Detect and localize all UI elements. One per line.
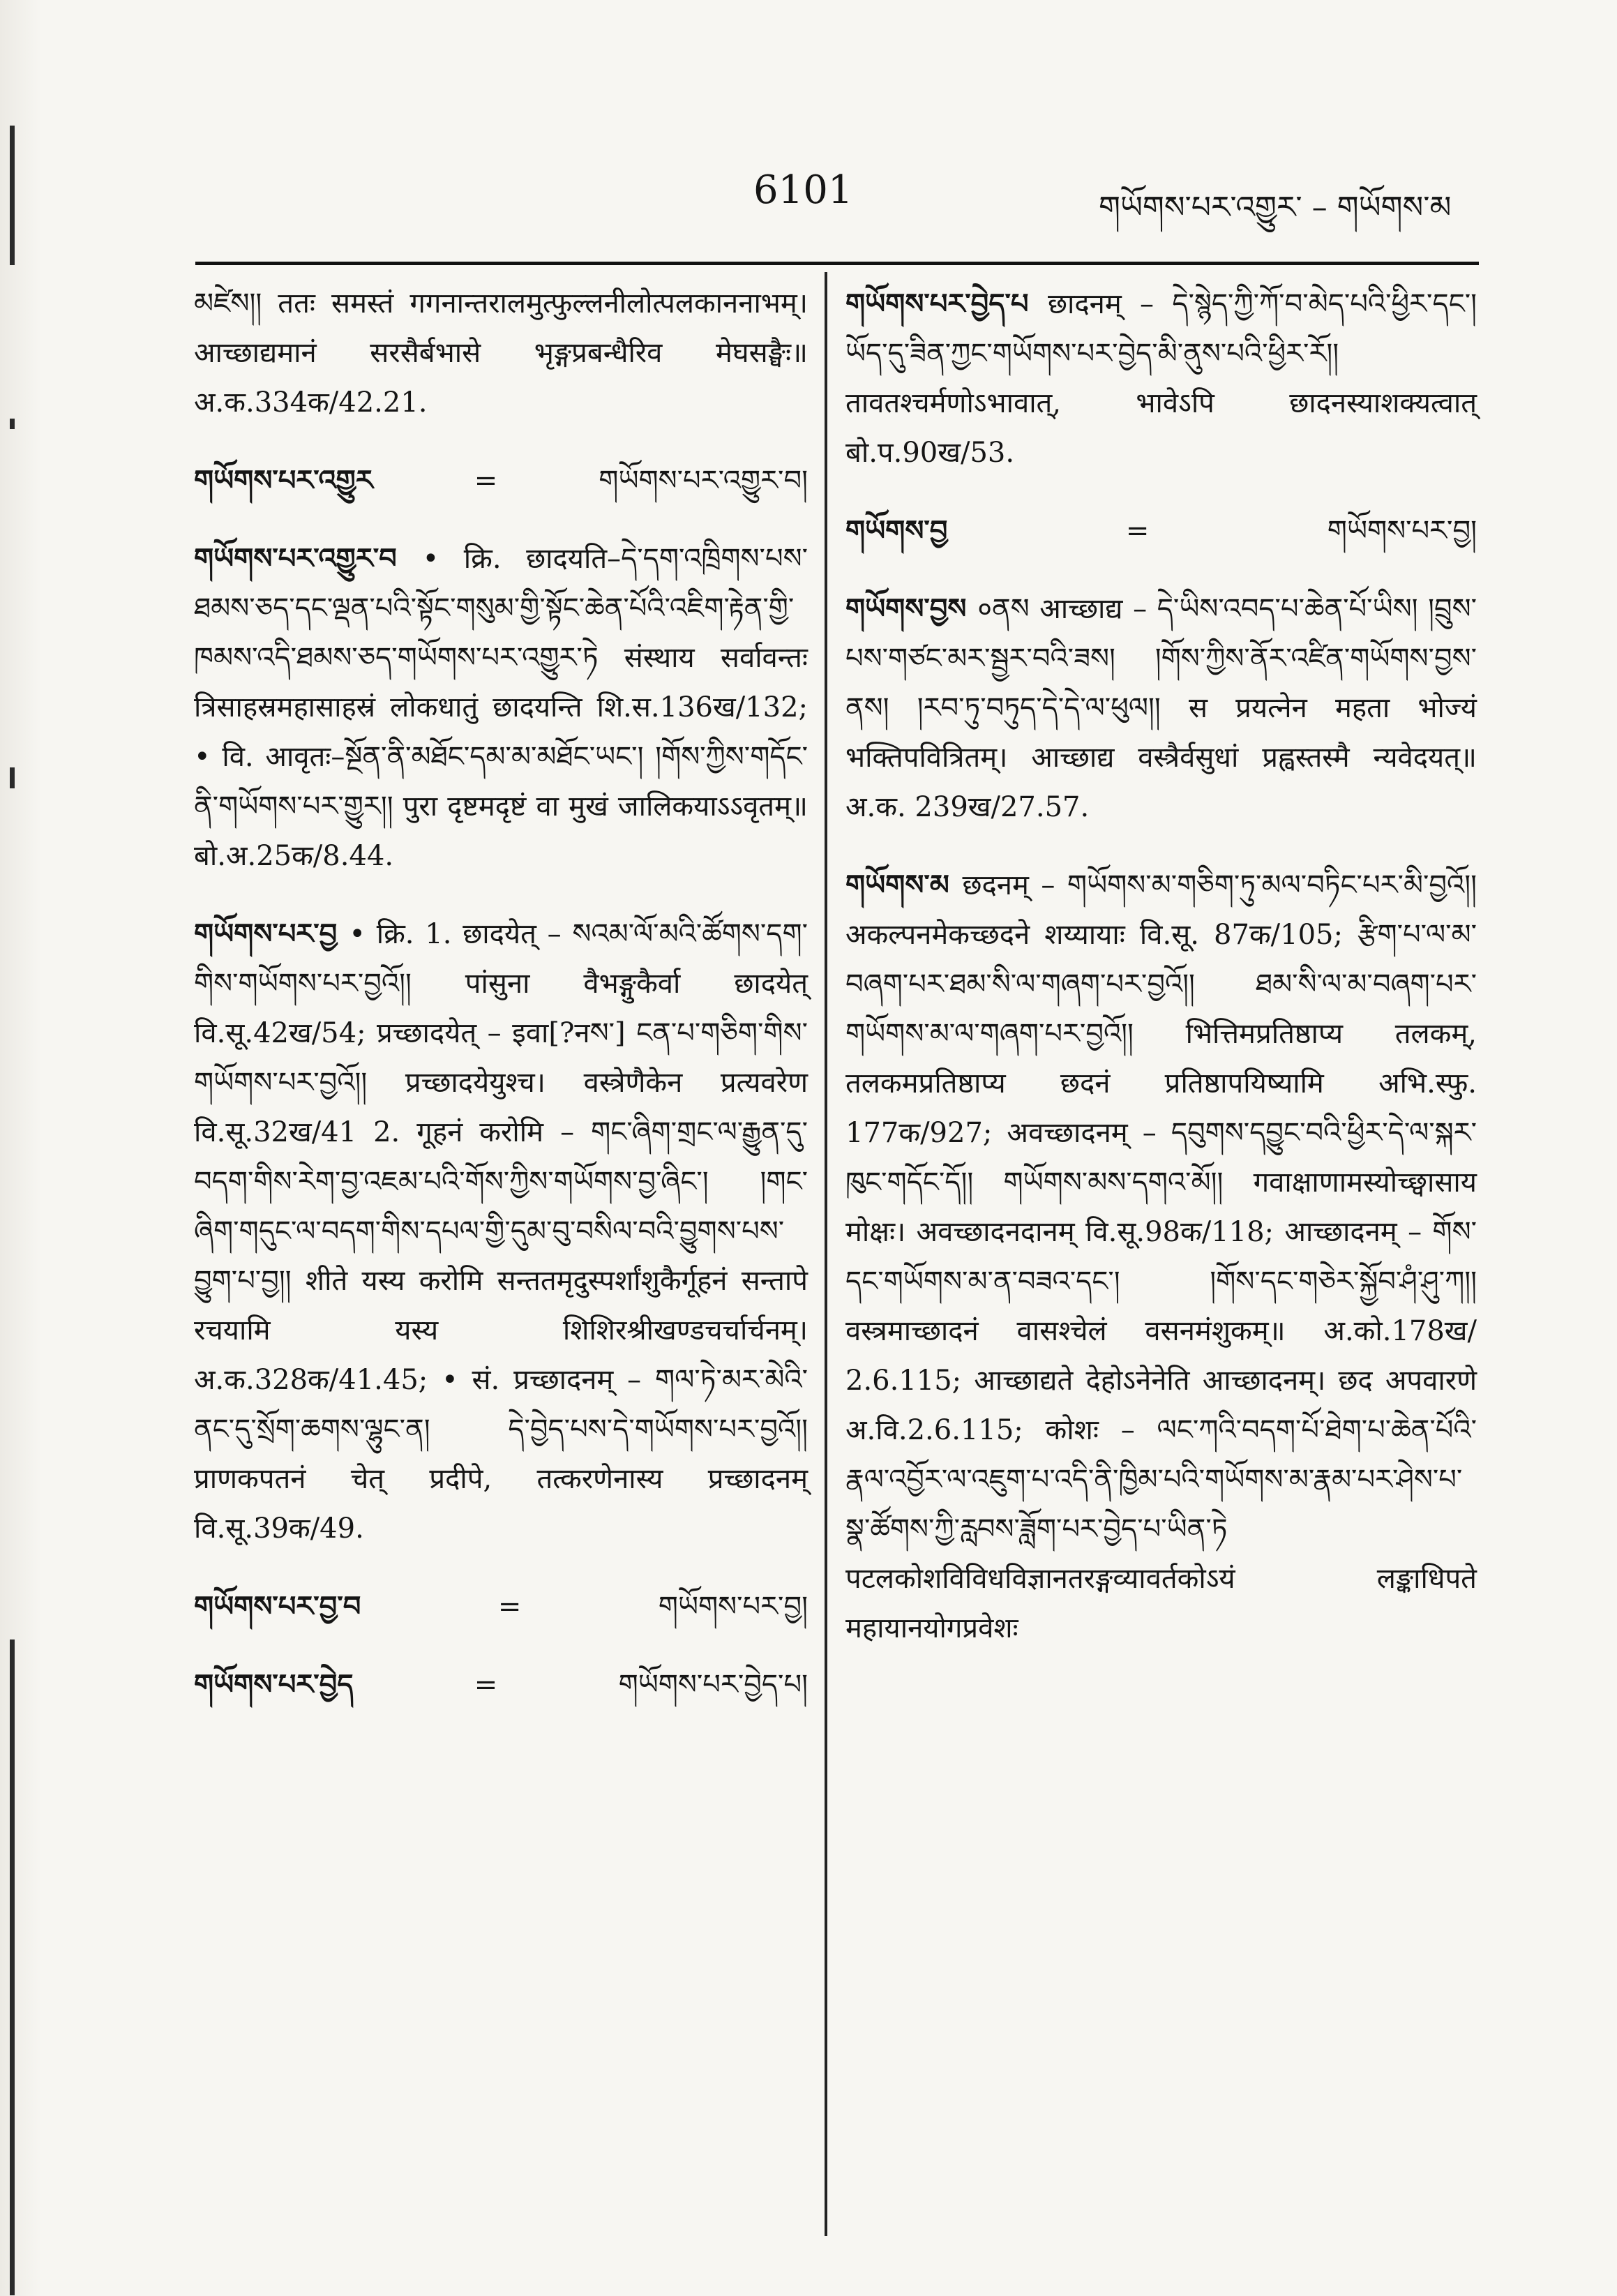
equals-sign: = xyxy=(474,1669,498,1701)
entry-body: ०ནས आच्छाद्य – དེ་ཡིས་འབད་པ་ཆེན་པོ་ཡིས། །བྲུས་པས་གཙང་མར་སྦྱར་བའི་ཟས། །གོས་ཀྱིས་ནོར་འཛིན་གཡོགས་བྱས་ནས། །རབ་ཏུ་བཏུད་དེ་དེ་ལ་ཕུལ།། स प्रयत्नेन महता भोज्यं भक्तिपवित्रितम्। आच्छाद्य वस्त्रैर्वसुधां प्रह्वस्तस्मै न्यवेदयत्॥ अ.क. 239ख/27.57. xyxy=(845,593,1477,823)
cross-reference-entry xyxy=(194,456,808,506)
equals-sign: = xyxy=(1125,515,1150,547)
page-number: 6101 xyxy=(753,167,853,213)
dictionary-entry xyxy=(845,860,1477,1653)
entry-body: छादनम् – དེ་སྙེད་ཀྱི་ཀོ་བ་མེད་པའི་ཕྱིར་དང་། ཡོད་དུ་ཟིན་ཀྱང་གཡོགས་པར་བྱེད་མི་ནུས་པའི་ཕྱིར་རོ།། तावतश्चर्मणोऽभावात्, भावेऽपि छादनस्याशक्यत्वात् बो.प.90ख/53. xyxy=(845,288,1477,469)
running-header: གཡོགས་པར་འགྱུར་ – གཡོགས་མ xyxy=(1099,190,1452,225)
headword: གཡོགས་བྱ xyxy=(845,514,948,547)
scan-edge xyxy=(0,0,42,2296)
headword: གཡོགས་པར་བྱ xyxy=(194,917,349,950)
dictionary-entry xyxy=(845,279,1477,478)
headword: གཡོགས་བྱས xyxy=(845,592,978,625)
cross-reference-target: གཡོགས་པར་བྱེད་པ། xyxy=(618,1669,808,1701)
dictionary-entry xyxy=(845,584,1477,832)
header-rule xyxy=(195,262,1479,265)
entry-body: • क्रि. 1. छादयेत् – སའམ་ལོ་མའི་ཚོགས་དག་གིས་གཡོགས་པར་བྱའོ།། पांसुना वैभङ्गुकैर्वा छादयेत् वि.सू.42ख/54; प्रच्छादयेत् – इवा[?नས་] ངན་པ་གཅིག་གིས་གཡོགས་པར་བྱའོ།། प्रच्छादयेयुश्च। वस्त्रेणैकेन प्रत्यवरेण वि.सू.32ख/41 2. गूहनं करोमि – གང་ཞིག་གྲང་ལ་རྒྱུན་དུ་བདག་གིས་རེག་བྱ་འཇམ་པའི་གོས་ཀྱིས་གཡོགས་བྱ་ཞིང་། །གང་ཞིག་གདུང་ལ་བདག་གིས་དཔལ་གྱི་དུམ་བུ་བསིལ་བའི་བྱུགས་པས་བྱུག་པ་བྱ།། शीते यस्य करोमि सन्ततमृदुस्पर्शांशुकैर्गूहनं सन्तापे रचयामि यस्य शिशिरश्रीखण्डचर्चार्चनम्। अ.क.328क/41.45; • सं. प्रच्छादनम् – གལ་ཏེ་མར་མེའི་ནང་དུ་སྲོག་ཆགས་ལྷུང་ན། དེ་བྱེད་པས་དེ་གཡོགས་པར་བྱའོ།། प्राणकपतनं चेत् प्रदीपे, तत्करणेनास्य प्रच्छादनम् वि.सू.39क/49. xyxy=(194,918,808,1545)
headword: གཡོགས་པར་བྱེད་པ xyxy=(845,287,1048,320)
cross-reference-target: གཡོགས་པར་འགྱུར་བ། xyxy=(599,465,808,497)
column-divider xyxy=(825,272,827,2236)
binding-mark xyxy=(10,419,15,429)
cross-reference-entry xyxy=(845,506,1477,556)
continuation-text xyxy=(194,279,808,428)
left-column xyxy=(194,279,808,1738)
binding-mark xyxy=(10,126,15,265)
cross-reference-target: གཡོགས་པར་བྱ། xyxy=(1327,515,1477,547)
dictionary-entry xyxy=(194,909,808,1554)
headword: གཡོགས་པར་འགྱུར xyxy=(194,464,373,497)
binding-mark xyxy=(10,1640,15,2295)
cross-reference-entry xyxy=(194,1660,808,1710)
headword: གཡོགས་པར་བྱེད xyxy=(194,1668,354,1701)
binding-mark xyxy=(10,767,15,788)
entry-body: छदनम् – གཡོགས་མ་གཅིག་ཏུ་མལ་བཏིང་པར་མི་བྱའོ།། अकल्पनमेकच्छदने शय्यायाः वि.सू. 87क/105; རྩིག་པ་ལ་མ་བཞག་པར་ཐམ་སི་ལ་གཞག་པར་བྱའོ།། ཐམ་སི་ལ་མ་བཞག་པར་གཡོགས་མ་ལ་གཞག་པར་བྱའོ།། भित्तिमप्रतिष्ठाप्य तलकम्, तलकमप्रतिष्ठाप्य छदनं प्रतिष्ठापयिष्यामि अभि.स्फु. 177क/927; अवच्छादनम् – དབུགས་དབྱུང་བའི་ཕྱིར་དེ་ལ་སྐར་ཁུང་གདོང་དོ།། གཡོགས་མས་དགའ་མོ།། गवाक्षाणामस्योच्छ्वासाय मोक्षः। अवच्छादनदानम् वि.सू.98क/118; आच्छादनम् – གོས་དང་གཡོགས་མ་ན་བཟའ་དང་། །གོས་དང་གཅེར་སྐྱོབ་ཤཾ་ཤུ་ཀ།། वस्त्रमाच्छादनं वासश्चेलं वसनमंशुकम्॥ अ.को.178ख/ 2.6.115; आच्छाद्यते देहोऽनेनेति आच्छादनम्। छद अपवारणे अ.वि.2.6.115; कोशः – ལང་ཀའི་བདག་པོ་ཐེག་པ་ཆེན་པོའི་རྣལ་འབྱོར་ལ་འཇུག་པ་འདི་ནི་ཁྱིམ་པའི་གཡོགས་མ་རྣམ་པར་ཤེས་པ་སྣ་ཚོགས་ཀྱི་རླབས་ཟློག་པར་བྱེད་པ་ཡིན་ཏེ पटलकोशविविधविज्ञानतरङ्गव्यावर्तकोऽयं लङ्काधिपते महायानयोगप्रवेशः xyxy=(845,869,1477,1644)
cross-reference-entry xyxy=(194,1582,808,1632)
dictionary-entry xyxy=(194,534,808,881)
equals-sign: = xyxy=(474,465,498,497)
cross-reference-target: གཡོགས་པར་བྱ། xyxy=(658,1591,808,1623)
entry-body: མཛེས།། ततः समस्तं गगनान्तरालमुत्फुल्लनीलोत्पलकाननाभम्। आच्छाद्यमानं सरसैर्बभासे भृङ्गप्रबन्धैरिव मेघसङ्घैः॥ अ.क.334क/42.21. xyxy=(194,287,808,419)
equals-sign: = xyxy=(497,1591,522,1623)
headword: གཡོགས་མ xyxy=(845,869,963,901)
headword: གཡོགས་པར་འགྱུར་བ xyxy=(194,542,423,575)
right-column xyxy=(845,279,1477,1681)
headword: གཡོགས་པར་བྱ་བ xyxy=(194,1590,361,1623)
entry-body: • क्रि. छादयति–དེ་དག་འཁྲིགས་པས་ཐམས་ཅད་དང་ལྡན་པའི་སྟོང་གསུམ་གྱི་སྟོང་ཆེན་པོའི་འཇིག་རྟེན་གྱི་ཁམས་འདི་ཐམས་ཅད་གཡོགས་པར་འགྱུར་ཏེ संस्थाय सर्वावन्तः त्रिसाहस्रमहासाहस्रं लोकधातुं छादयन्ति शि.स.136ख/132; • वि. आवृतः–སྔོན་ནི་མཐོང་དམ་མ་མཐོང་ཡང་། །གོས་ཀྱིས་གདོང་ནི་གཡོགས་པར་གྱུར།། पुरा दृष्टमदृष्टं वा मुखं जालिकयाऽऽवृतम्॥ बो.अ.25क/8.44. xyxy=(194,543,808,872)
